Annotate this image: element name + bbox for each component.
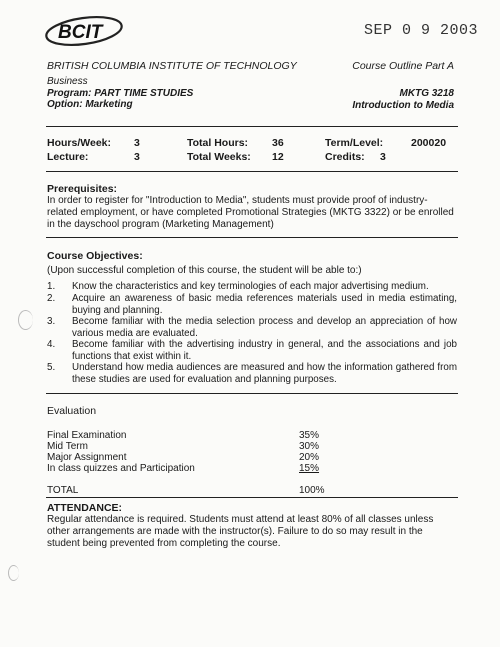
evaluation-item: Mid Term (47, 441, 88, 452)
divider (46, 393, 458, 394)
option-name: Option: Marketing (47, 99, 133, 110)
attendance-text: Regular attendance is required. Students must attend at least 80% of all classes unless other arrangements are made with the instructor(s). Failure to do so may result in the student being prevented from completing the course. (47, 514, 434, 549)
total-hours-label: Total Hours: (187, 137, 249, 149)
punch-hole-mark (18, 310, 33, 330)
total-weeks-label: Total Weeks: (187, 151, 251, 163)
svg-text:BCIT: BCIT (58, 22, 103, 43)
term-label: Term/Level: (325, 137, 384, 149)
program-info (47, 76, 193, 111)
course-title: Introduction to Media (352, 99, 454, 111)
term-value: 200020 (411, 137, 447, 149)
objective-text: Acquire an awareness of basic media references materials used in media estimating, buying and planning. (72, 293, 457, 316)
prerequisites-title: Prerequisites: (47, 183, 118, 195)
objectives-intro: (Upon successful completion of this course, the student will be able to:) (47, 265, 362, 276)
evaluation-row (47, 463, 347, 474)
divider (46, 497, 458, 498)
divider (46, 171, 458, 172)
hours-week-value: 3 (134, 137, 140, 149)
total-hours-value: 36 (272, 137, 284, 149)
prerequisites-section (47, 183, 457, 231)
objective-text: Understand how media audiences are measured and how the information gathered from these studies are used for evaluation and planning purposes. (72, 362, 457, 385)
total-weeks-value: 12 (272, 151, 284, 163)
evaluation-row (47, 452, 347, 463)
objective-number: 1. (47, 281, 56, 292)
outline-part-label: Course Outline Part A (352, 60, 454, 72)
objective-number: 3. (47, 316, 56, 327)
prerequisites-text: In order to register for "Introduction to Media", students must provide proof of industry-related employment, or have completed Promotional Strategies (MKTG 3322) or be enrolled in the dayschool program (Marketing Management) (47, 195, 454, 230)
total-weight: 100% (299, 485, 325, 496)
divider (46, 126, 458, 127)
evaluation-section (47, 405, 347, 417)
course-identity (352, 88, 454, 111)
objectives-title: Course Objectives: (47, 250, 143, 262)
institution-name: BRITISH COLUMBIA INSTITUTE OF TECHNOLOGY (47, 60, 297, 72)
evaluation-table (47, 430, 347, 490)
evaluation-title: Evaluation (47, 405, 97, 417)
credits-value: 3 (380, 151, 386, 163)
evaluation-weight: 30% (299, 441, 320, 452)
lecture-label: Lecture: (47, 151, 89, 163)
evaluation-row (47, 430, 347, 441)
course-code: MKTG 3218 (399, 88, 454, 99)
divider (46, 237, 458, 238)
objective-text: Become familiar with the media selection process and develop an appreciation of how various media are evaluated. (72, 316, 457, 339)
punch-hole-mark (8, 565, 19, 581)
program-name: Program: PART TIME STUDIES (47, 87, 194, 99)
evaluation-item: Major Assignment (47, 452, 127, 463)
school-name: Business (47, 76, 88, 87)
credits-label: Credits: (325, 151, 365, 163)
evaluation-total-row (47, 485, 457, 496)
objective-number: 4. (47, 339, 56, 350)
bcit-logo (44, 14, 130, 48)
total-label: TOTAL (47, 485, 79, 496)
evaluation-row (47, 441, 347, 452)
objective-text: Know the characteristics and key terminologies of each major advertising medium. (72, 281, 429, 292)
objectives-header (47, 250, 457, 277)
hours-week-label: Hours/Week: (47, 137, 111, 149)
evaluation-weight: 35% (299, 430, 320, 441)
objective-number: 2. (47, 293, 56, 304)
objective-text: Become familiar with the advertising industry in general, and the associations and job functions that exist within it. (72, 339, 457, 362)
attendance-title: ATTENDANCE: (47, 502, 123, 514)
evaluation-item: Final Examination (47, 430, 127, 441)
objective-number: 5. (47, 362, 56, 373)
received-date-stamp: SEP 0 9 2003 (364, 22, 479, 39)
lecture-value: 3 (134, 151, 140, 163)
evaluation-weight: 20% (299, 452, 320, 463)
evaluation-weight: 15% (299, 463, 320, 474)
attendance-section (47, 502, 457, 550)
evaluation-item: In class quizzes and Participation (47, 463, 195, 474)
